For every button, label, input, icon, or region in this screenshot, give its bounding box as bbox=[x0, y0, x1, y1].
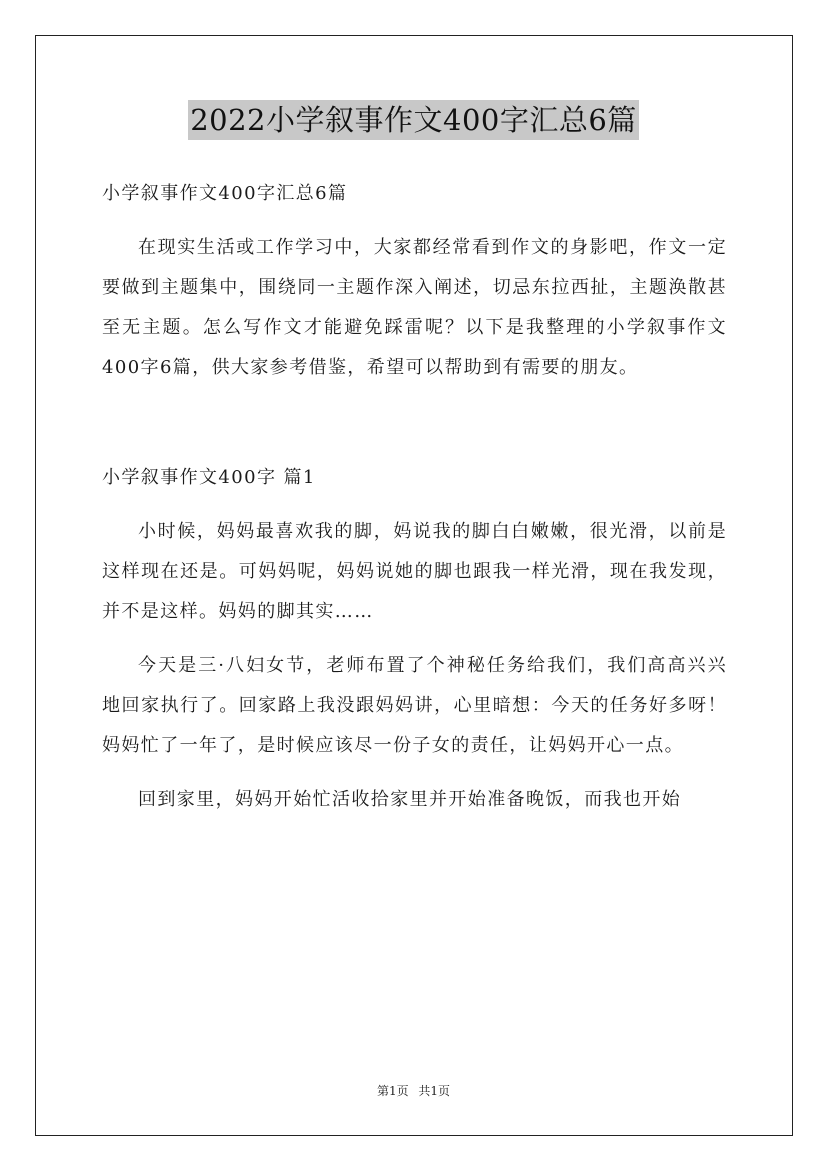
document-body bbox=[102, 174, 727, 820]
body-paragraph: 今天是三·八妇女节，老师布置了个神秘任务给我们，我们高高兴兴地回家执行了。回家路上我没跟妈妈讲，心里暗想：今天的任务好多呀！妈妈忙了一年了，是时候应该尽一份子女的责任，让妈妈开心一点。 bbox=[102, 655, 727, 756]
intro-paragraph: 在现实生活或工作学习中，大家都经常看到作文的身影吧，作文一定要做到主题集中，围绕同一主题作深入阐述，切忌东拉西扯，主题涣散甚至无主题。怎么写作文才能避免踩雷呢？以下是我整理的小学叙事作文400字6篇，供大家参考借鉴，希望可以帮助到有需要的朋友。 bbox=[102, 237, 727, 378]
body-paragraph: 回到家里，妈妈开始忙活收拾家里并开始准备晚饭，而我也开始 bbox=[138, 789, 682, 810]
page-total: 共1页 bbox=[418, 1084, 451, 1098]
section-heading: 小学叙事作文400字 篇1 bbox=[102, 467, 316, 488]
document-title: 2022小学叙事作文400字汇总6篇 bbox=[188, 100, 639, 140]
document-subtitle: 小学叙事作文400字汇总6篇 bbox=[102, 183, 348, 204]
title-container bbox=[0, 100, 827, 140]
page-footer bbox=[0, 1081, 827, 1101]
body-paragraph: 小时候，妈妈最喜欢我的脚，妈说我的脚白白嫩嫩，很光滑，以前是这样现在还是。可妈妈呢，妈妈说她的脚也跟我一样光滑，现在我发现，并不是这样。妈妈的脚其实…… bbox=[102, 521, 727, 622]
page-number: 第1页 bbox=[376, 1084, 409, 1098]
